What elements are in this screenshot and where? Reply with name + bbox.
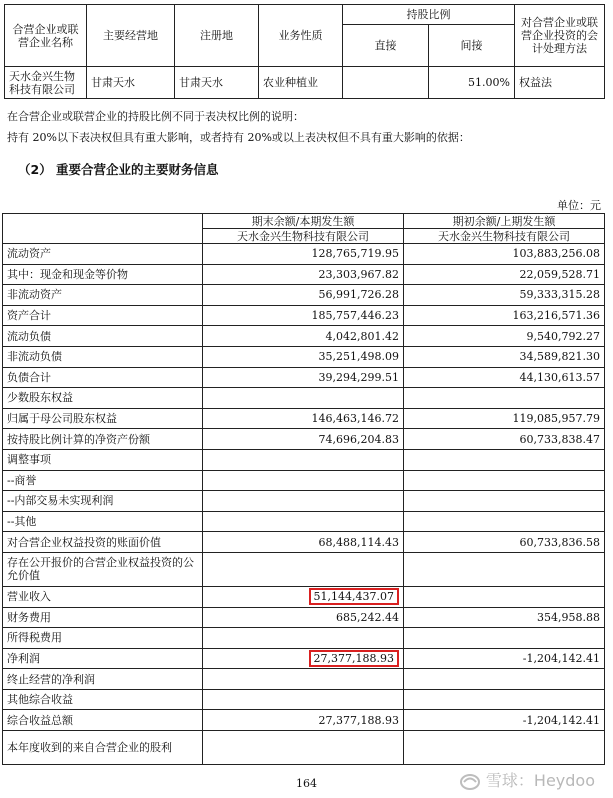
row-label: 负债合计 (3, 367, 203, 388)
unit-label: 单位：元 (557, 199, 601, 212)
row-label: 净利润 (3, 648, 203, 669)
prior-period-value: -1,204,142.41 (404, 648, 605, 669)
row-method: 权益法 (515, 67, 605, 99)
row-label: 非流动负债 (3, 346, 203, 367)
current-period-value (203, 388, 404, 409)
highlighted-value: 51,144,437.07 (309, 588, 399, 605)
prior-period-value: 60,733,836.58 (404, 532, 605, 553)
prior-period-value (404, 511, 605, 532)
row-label: --其他 (3, 511, 203, 532)
current-period-value: 685,242.44 (203, 607, 404, 628)
table-row (3, 689, 605, 710)
prior-period-value (404, 388, 605, 409)
current-period-value: 4,042,801.42 (203, 326, 404, 347)
highlighted-value: 27,377,188.93 (309, 650, 399, 667)
row-label: 对合营企业权益投资的账面价值 (3, 532, 203, 553)
row-place: 甘肃天水 (87, 67, 175, 99)
current-period-value (203, 491, 404, 512)
prior-period-value (404, 491, 605, 512)
row-label: 财务费用 (3, 607, 203, 628)
row-reg: 甘肃天水 (175, 67, 259, 99)
col1-subheader: 天水金兴生物科技有限公司 (203, 229, 404, 244)
row-label: 其他综合收益 (3, 689, 203, 710)
col1-header: 期末余额/本期发生额 (203, 214, 404, 229)
row-label: 资产合计 (3, 305, 203, 326)
table-row (3, 552, 605, 586)
prior-period-value: 60,733,838.47 (404, 429, 605, 450)
current-period-value: 23,303,967.82 (203, 264, 404, 285)
prior-period-value (404, 470, 605, 491)
xueqiu-watermark (459, 768, 595, 791)
prior-period-value: 22,059,528.71 (404, 264, 605, 285)
table-row (3, 285, 605, 306)
row-label: --内部交易未实现利润 (3, 491, 203, 512)
row-label: 流动资产 (3, 244, 203, 265)
prior-period-value (404, 731, 605, 765)
row-name: 天水金兴生物科技有限公司 (5, 67, 87, 99)
prior-period-value (404, 449, 605, 470)
row-label: 按持股比例计算的净资产份额 (3, 429, 203, 450)
table-row (3, 586, 605, 607)
current-period-value (203, 449, 404, 470)
row-label: 存在公开报价的合营企业权益投资的公允价值 (3, 552, 203, 586)
prior-period-value: -1,204,142.41 (404, 710, 605, 731)
row-label: 本年度收到的来自合营企业的股利 (3, 731, 203, 765)
current-period-value: 128,765,719.95 (203, 244, 404, 265)
prior-period-value: 163,216,571.36 (404, 305, 605, 326)
table-row (3, 669, 605, 690)
snowball-logo-icon (459, 773, 481, 791)
header-name: 合营企业或联营企业名称 (5, 5, 87, 67)
current-period-value (203, 511, 404, 532)
current-period-value (203, 648, 404, 669)
header-method: 对合营企业或联营企业投资的会计处理方法 (515, 5, 605, 67)
row-label: 调整事项 (3, 449, 203, 470)
note-significant-influence: 持有 20%以下表决权但具有重大影响，或者持有 20%或以上表决权但不具有重大影响的依据： (7, 131, 470, 144)
section-title: （2） 重要合营企业的主要财务信息 (18, 162, 219, 177)
prior-period-value (404, 628, 605, 649)
current-period-value: 35,251,498.09 (203, 346, 404, 367)
table-row (3, 648, 605, 669)
financial-info-table (2, 213, 605, 765)
current-period-value (203, 689, 404, 710)
associate-table (4, 4, 605, 99)
table-row (3, 491, 605, 512)
table-row (3, 326, 605, 347)
table-row (3, 731, 605, 765)
col2-header: 期初余额/上期发生额 (404, 214, 605, 229)
header-nature: 业务性质 (259, 5, 343, 67)
row-direct (343, 67, 429, 99)
page-number: 164 (296, 777, 317, 790)
table-row (3, 305, 605, 326)
header-place: 主要经营地 (87, 5, 175, 67)
row-label: 归属于母公司股东权益 (3, 408, 203, 429)
table-row (3, 244, 605, 265)
table-row (3, 511, 605, 532)
header-ratio: 持股比例 (343, 5, 515, 25)
current-period-value (203, 628, 404, 649)
header-reg: 注册地 (175, 5, 259, 67)
row-label: --商誉 (3, 470, 203, 491)
table-row (3, 408, 605, 429)
current-period-value (203, 586, 404, 607)
table-row (3, 449, 605, 470)
row-label: 流动负债 (3, 326, 203, 347)
prior-period-value: 44,130,613.57 (404, 367, 605, 388)
prior-period-value: 59,333,315.28 (404, 285, 605, 306)
prior-period-value: 34,589,821.30 (404, 346, 605, 367)
current-period-value (203, 731, 404, 765)
prior-period-value: 9,540,792.27 (404, 326, 605, 347)
table-row (3, 470, 605, 491)
row-label: 综合收益总额 (3, 710, 203, 731)
table-row (3, 429, 605, 450)
table-row (3, 346, 605, 367)
prior-period-value (404, 586, 605, 607)
current-period-value: 27,377,188.93 (203, 710, 404, 731)
label-header (3, 214, 203, 244)
header-direct: 直接 (343, 25, 429, 67)
table-row (3, 264, 605, 285)
table-row (3, 388, 605, 409)
watermark-text: 雪球：Heydoo (485, 771, 595, 790)
current-period-value (203, 669, 404, 690)
prior-period-value: 119,085,957.79 (404, 408, 605, 429)
table-row (3, 607, 605, 628)
current-period-value: 74,696,204.83 (203, 429, 404, 450)
current-period-value: 68,488,114.43 (203, 532, 404, 553)
current-period-value (203, 552, 404, 586)
current-period-value: 185,757,446.23 (203, 305, 404, 326)
row-label: 其中：现金和现金等价物 (3, 264, 203, 285)
table-row (3, 710, 605, 731)
table-row (3, 532, 605, 553)
row-nature: 农业种植业 (259, 67, 343, 99)
table-row (3, 628, 605, 649)
prior-period-value (404, 689, 605, 710)
current-period-value: 39,294,299.51 (203, 367, 404, 388)
row-label: 所得税费用 (3, 628, 203, 649)
note-voting-ratio: 在合营企业或联营企业的持股比例不同于表决权比例的说明： (7, 110, 304, 123)
row-label: 少数股东权益 (3, 388, 203, 409)
col2-subheader: 天水金兴生物科技有限公司 (404, 229, 605, 244)
row-label: 营业收入 (3, 586, 203, 607)
row-indirect: 51.00% (429, 67, 515, 99)
prior-period-value: 354,958.88 (404, 607, 605, 628)
current-period-value: 146,463,146.72 (203, 408, 404, 429)
prior-period-value: 103,883,256.08 (404, 244, 605, 265)
current-period-value: 56,991,726.28 (203, 285, 404, 306)
prior-period-value (404, 552, 605, 586)
prior-period-value (404, 669, 605, 690)
current-period-value (203, 470, 404, 491)
row-label: 非流动资产 (3, 285, 203, 306)
row-label: 终止经营的净利润 (3, 669, 203, 690)
header-indirect: 间接 (429, 25, 515, 67)
table-row (3, 367, 605, 388)
